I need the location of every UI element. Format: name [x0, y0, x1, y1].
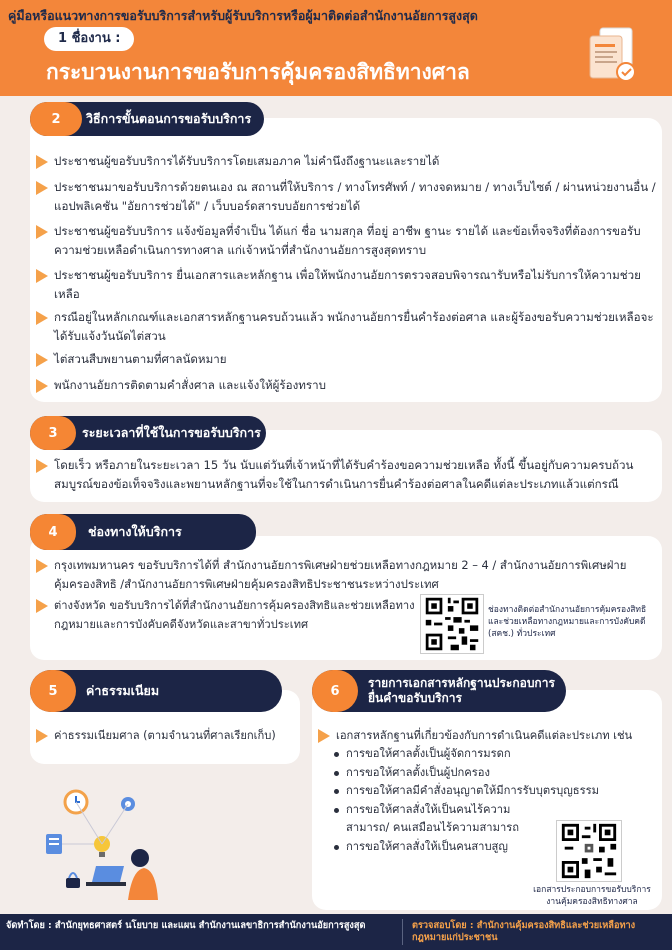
fee-text	[36, 726, 298, 745]
procedure-item	[36, 266, 656, 304]
procedure-item-text: ประชาชนผู้ขอรับบริการ ยื่นเอกสารและหลักฐาน เพื่อให้พนักงานอัยการตรวจสอบพิจารณารับหรือไม่รับการให้ความช่วยเหลือ	[54, 268, 641, 301]
channel-item-text: กรุงเทพมหานคร ขอรับบริการได้ที่ สำนักงานอัยการพิเศษฝ่ายช่วยเหลือทางกฎหมาย 2 – 4 / สำนักงานอัยการพิเศษฝ่ายคุ้มครองสิทธิ /สำนักงานอัยการพิเศษฝ่ายคุ้มครองสิทธิประชาชนระหว่างประเทศ	[54, 558, 627, 591]
section-6-header	[312, 670, 566, 712]
triangle-bullet-icon	[36, 729, 48, 743]
triangle-bullet-icon	[36, 379, 48, 393]
section-5-title: ค่าธรรมเนียม	[86, 683, 160, 698]
footer-reviewed-by: ตรวจสอบโดย : สำนักงานคุ้มครองสิทธิและช่วยเหลือทางกฎหมายแก่ประชาชน	[412, 920, 636, 943]
procedure-item-text: ไต่สวนสืบพยานตามที่ศาลนัดหมาย	[54, 352, 227, 366]
person-laptop-illustration	[36, 782, 166, 902]
triangle-bullet-icon	[318, 729, 330, 743]
section-2-title: วิธีการขั้นตอนการขอรับบริการ	[86, 111, 252, 126]
fee-text-body: ค่าธรรมเนียมศาล (ตามจำนวนที่ศาลเรียกเก็บ)	[54, 729, 276, 742]
qr-code-icon[interactable]	[556, 820, 622, 882]
procedure-item-text: กรณีอยู่ในหลักเกณฑ์และเอกสารหลักฐานครบถ้วนแล้ว พนักงานอัยการยื่นคำร้องต่อศาล และผู้ร้องขอรับความช่วยเหลือจะได้รับแจ้งวันนัดไต่สวน	[54, 310, 654, 343]
procedure-item-text: ประชาชนผู้ขอรับบริการได้รับบริการโดยเสมอภาค ไม่คำนึงถึงฐานะและรายได้	[54, 154, 440, 168]
section-2-header	[30, 102, 264, 136]
section-5-number: 5	[30, 670, 76, 712]
channel-item	[36, 596, 420, 634]
documents-list	[332, 745, 600, 856]
section-2-number: 2	[30, 102, 82, 136]
triangle-bullet-icon	[36, 459, 48, 473]
page-footer	[0, 914, 672, 950]
documents-icon	[580, 24, 640, 88]
qr-code-icon[interactable]	[420, 594, 484, 654]
timeframe-text	[36, 456, 660, 494]
triangle-bullet-icon	[36, 225, 48, 239]
triangle-bullet-icon	[36, 353, 48, 367]
channel-item-text: ต่างจังหวัด ขอรับบริการได้ที่สำนักงานอัยการคุ้มครองสิทธิและช่วยเหลือทางกฎหมายและการบังคับคดีจังหวัดและสาขาทั่วประเทศ	[54, 599, 415, 631]
triangle-bullet-icon	[36, 599, 48, 613]
name-label-badge: 1 ชื่องาน :	[44, 27, 134, 51]
documents-lead-text: เอกสารหลักฐานที่เกี่ยวข้องกับการดำเนินคดีแต่ละประเภท เช่น	[336, 729, 633, 742]
header-top-text: คู่มือหรือแนวทางการขอรับบริการสำหรับผู้รับบริการหรือผู้มาติดต่อสำนักงานอัยการสูงสุด	[8, 8, 478, 23]
procedure-item	[36, 178, 656, 216]
section-6-number: 6	[312, 670, 358, 712]
list-item: การขอให้ศาลตั้งเป็นผู้ปกครอง	[332, 764, 572, 783]
list-item: การขอให้ศาลตั้งเป็นผู้จัดการมรดก	[332, 745, 572, 764]
qr-caption-documents: เอกสารประกอบการขอรับบริการงานคุ้มครองสิทธิทางศาล	[533, 885, 651, 907]
section-4-header	[30, 514, 256, 550]
section-6-title: รายการเอกสารหลักฐานประกอบการยื่นคำขอรับบริการ	[368, 676, 555, 705]
section-4-number: 4	[30, 514, 76, 550]
footer-divider	[402, 919, 403, 945]
procedure-item	[36, 350, 656, 369]
triangle-bullet-icon	[36, 559, 48, 573]
page-header	[0, 0, 672, 96]
list-item: การขอให้ศาลมีคำสั่งอนุญาตให้มีการรับบุตรบุญธรรม	[332, 782, 662, 801]
procedure-item	[36, 222, 656, 260]
channel-item	[36, 556, 636, 594]
list-item: การขอให้ศาลสั่งให้เป็นคนสาบสูญ	[332, 838, 532, 857]
triangle-bullet-icon	[36, 181, 48, 195]
section-4-title: ช่องทางให้บริการ	[88, 524, 182, 539]
section-5-header	[30, 670, 282, 712]
procedure-item-text: ประชาชนผู้ขอรับบริการ แจ้งข้อมูลที่จำเป็น ได้แก่ ชื่อ นามสกุล ที่อยู่ อาชีพ ฐานะ รายได้ และข้อเท็จจริงที่ต้องการขอรับความช่วยเหลือดำเนินการทางศาล แก่เจ้าหน้าที่สำนักงานอัยการสูงสุดทราบ	[54, 224, 641, 257]
procedure-item	[36, 308, 656, 346]
documents-lead	[318, 726, 658, 745]
triangle-bullet-icon	[36, 311, 48, 325]
footer-prepared-by: จัดทำโดย : สำนักยุทธศาสตร์ นโยบาย และแผน สำนักงานเลขาธิการสำนักงานอัยการสูงสุด	[6, 920, 366, 931]
page-title: กระบวนงานการขอรับการคุ้มครองสิทธิทางศาล	[46, 60, 470, 84]
triangle-bullet-icon	[36, 269, 48, 283]
procedure-item	[36, 376, 656, 395]
procedure-item-text: พนักงานอัยการติดตามคำสั่งศาล และแจ้งให้ผู้ร้องทราบ	[54, 378, 327, 392]
timeframe-text-body: โดยเร็ว หรือภายในระยะเวลา 15 วัน นับแต่วันที่เจ้าหน้าที่ได้รับคำร้องขอความช่วยเหลือ ทั้งนี้ ขึ้นอยู่กับความครบถ้วนสมบูรณ์ของข้อเท็จจริงและพยานหลักฐานที่จะใช้ในการดำเนินการยื่นคำร้องต่อศาลในคดีแต่ละประเภทแล้วแต่กรณี	[54, 458, 634, 491]
section-3-header	[30, 416, 266, 450]
section-3-title: ระยะเวลาที่ใช้ในการขอรับบริการ	[82, 425, 261, 440]
section-3-number: 3	[30, 416, 76, 450]
triangle-bullet-icon	[36, 155, 48, 169]
procedure-item-text: ประชาชนมาขอรับบริการด้วยตนเอง ณ สถานที่ให้บริการ / ทางโทรศัพท์ / ทางจดหมาย / ทางเว็บไซต์ / ผ่านหน่วยงานอื่น / แอปพลิเคชัน "อัยการช่วยได้" / เว็บบอร์ดสารบบอัยการช่วยได้	[54, 180, 656, 213]
qr-caption-offices: ช่องทางติดต่อสำนักงานอัยการคุ้มครองสิทธิและช่วยเหลือทางกฎหมายและการบังคับคดี (สคช.) ทั่วประเทศ	[488, 605, 647, 639]
list-item: การขอให้ศาลสั่งให้เป็นคนไร้ความสามารถ/ คนเสมือนไร้ความสามารถ	[332, 801, 532, 838]
procedure-item	[36, 152, 656, 171]
